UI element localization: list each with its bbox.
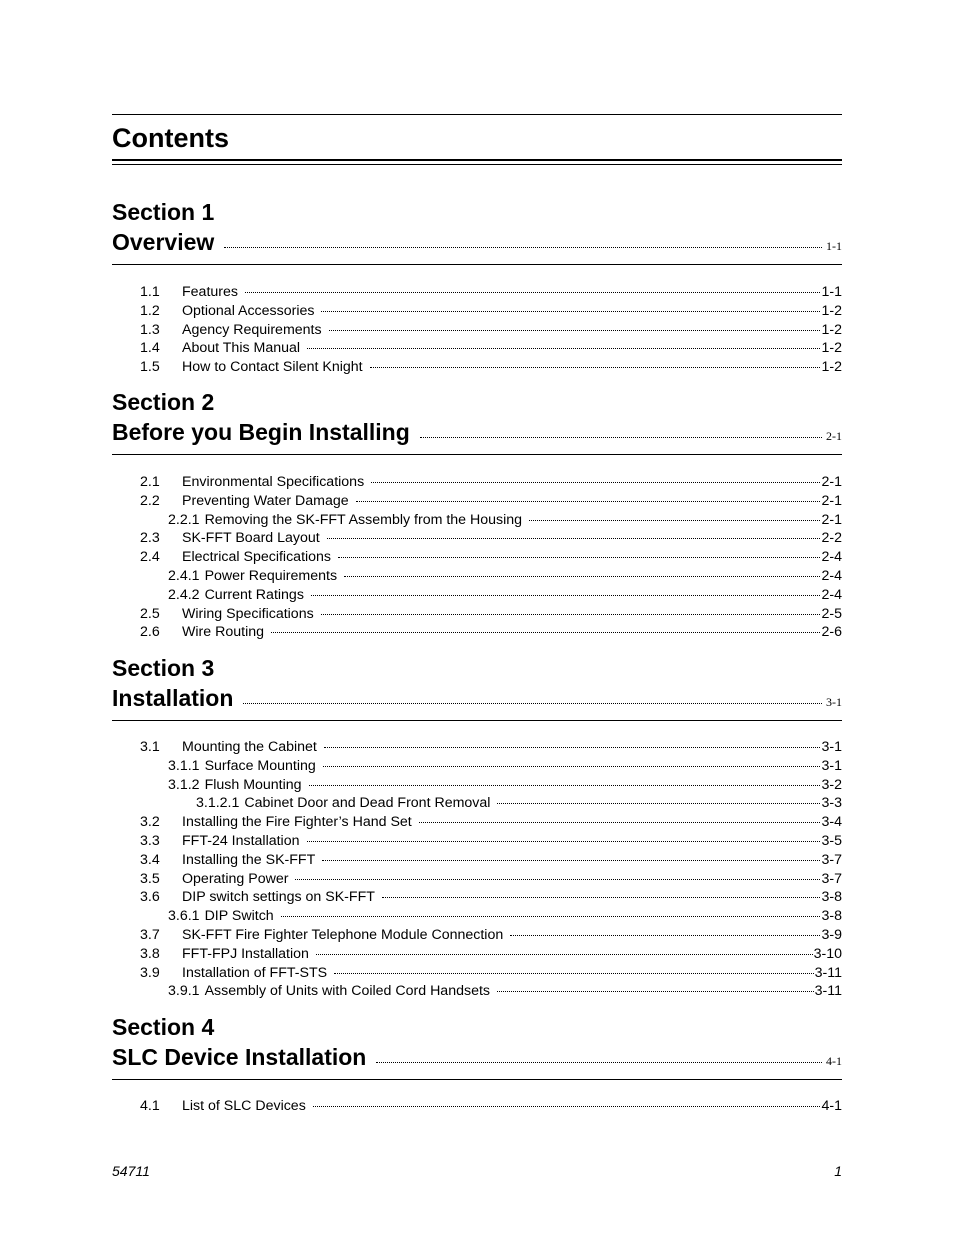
- top-rule: [112, 114, 842, 115]
- section-rule: [112, 264, 842, 265]
- entry-title: FFT-FPJ Installation: [182, 945, 309, 962]
- entry-number: 3.5: [140, 870, 160, 887]
- dot-leader: [307, 348, 820, 349]
- entry-number: 3.1.2: [168, 776, 200, 793]
- dot-leader: [245, 292, 820, 293]
- dot-leader: [510, 935, 820, 936]
- entry-title: Electrical Specifications: [182, 549, 332, 566]
- entry-page: 1-2: [821, 359, 842, 376]
- entry-title: Operating Power: [182, 870, 289, 887]
- entry-title: Features: [182, 284, 238, 300]
- entry-page: 2-6: [821, 624, 842, 641]
- entry-title: About This Manual: [182, 340, 301, 357]
- entry-number: 3.3: [140, 832, 160, 849]
- entry-page: 3-1: [821, 739, 842, 755]
- dot-leader: [321, 614, 821, 615]
- entry-page: 2-4: [821, 567, 842, 584]
- toc-entry[interactable]: [140, 473, 842, 492]
- entry-title: Installation of FFT-STS: [182, 964, 328, 981]
- toc-entry[interactable]: [140, 529, 842, 548]
- toc-entry[interactable]: [140, 870, 842, 889]
- entry-title: Power Requirements: [204, 567, 338, 584]
- dot-leader: [327, 538, 821, 539]
- section-number: Section 2: [112, 389, 215, 415]
- entry-title: SK-FFT Fire Fighter Telephone Module Connection: [182, 926, 504, 943]
- section-rule: [112, 454, 842, 455]
- dot-leader: [419, 822, 821, 823]
- dot-leader: [382, 897, 821, 898]
- page-title: Contents: [112, 123, 229, 153]
- entry-page: 2-1: [821, 511, 842, 528]
- entry-title: Assembly of Units with Coiled Cord Handsets: [204, 983, 491, 1000]
- dot-leader: [334, 973, 814, 974]
- dot-leader: [497, 803, 820, 804]
- entry-title: FFT-24 Installation: [182, 832, 300, 849]
- toc-entry[interactable]: [140, 888, 842, 907]
- toc-entry[interactable]: [140, 926, 842, 945]
- entry-title: Current Ratings: [204, 586, 304, 603]
- section-rule: [112, 720, 842, 721]
- entry-page: 2-5: [821, 605, 842, 622]
- entry-number: 3.1: [140, 739, 160, 755]
- toc-entry[interactable]: [140, 586, 842, 605]
- toc-entry[interactable]: [140, 492, 842, 511]
- dot-leader: [309, 785, 821, 786]
- toc-entry[interactable]: [140, 757, 842, 776]
- toc-entry[interactable]: [140, 339, 842, 358]
- entry-number: 3.6.1: [168, 908, 200, 925]
- dot-leader: [307, 841, 821, 842]
- dot-leader: [322, 860, 820, 861]
- entry-page: 3-2: [821, 776, 842, 793]
- toc-entry[interactable]: [140, 302, 842, 321]
- entry-page: 2-4: [821, 549, 842, 566]
- dot-leader: [420, 437, 822, 438]
- entry-title: Environmental Specifications: [182, 474, 365, 490]
- section-page: 1-1: [826, 239, 842, 253]
- entry-number: 1.4: [140, 340, 160, 357]
- dot-leader: [356, 501, 821, 502]
- entry-page: 3-10: [813, 945, 842, 962]
- entry-number: 1.3: [140, 321, 160, 338]
- section-4-heading[interactable]: [112, 1013, 842, 1080]
- toc-entry[interactable]: [140, 982, 842, 1001]
- entry-page: 3-4: [821, 814, 842, 831]
- title-double-rule: [112, 159, 842, 165]
- entry-page: 2-1: [821, 474, 842, 490]
- section-2-entries: [140, 473, 842, 642]
- section-rule: [112, 1079, 842, 1080]
- entry-number: 3.1.2.1: [196, 795, 240, 812]
- dot-leader: [324, 747, 821, 748]
- entry-page: 1-2: [821, 321, 842, 338]
- entry-title: DIP Switch: [204, 908, 274, 925]
- entry-page: 3-7: [821, 870, 842, 887]
- entry-title: Agency Requirements: [182, 321, 322, 338]
- toc-entry[interactable]: [140, 945, 842, 964]
- dot-leader: [371, 482, 820, 483]
- toc-entry[interactable]: [140, 794, 842, 813]
- entry-title: Mounting the Cabinet: [182, 739, 317, 755]
- dot-leader: [311, 595, 821, 596]
- entry-number: 2.1: [140, 474, 160, 490]
- dot-leader: [323, 766, 821, 767]
- entry-page: 1-1: [821, 284, 842, 300]
- dot-leader: [338, 557, 820, 558]
- dot-leader: [344, 576, 820, 577]
- entry-number: 2.4.2: [168, 586, 200, 603]
- dot-leader: [271, 632, 820, 633]
- entry-number: 2.4: [140, 549, 160, 566]
- dot-leader: [529, 520, 820, 521]
- entry-page: 3-5: [821, 832, 842, 849]
- document-number: 54711: [112, 1163, 150, 1179]
- entry-number: 4.1: [140, 1098, 160, 1114]
- entry-page: 3-7: [821, 851, 842, 868]
- entry-page: 3-9: [821, 926, 842, 943]
- toc-entry[interactable]: [140, 907, 842, 926]
- entry-number: 2.5: [140, 605, 160, 622]
- section-number: Section 1: [112, 199, 215, 225]
- entry-title: Removing the SK-FFT Assembly from the Housing: [204, 511, 523, 528]
- entry-number: 2.2.1: [168, 511, 200, 528]
- toc-entry[interactable]: [140, 832, 842, 851]
- entry-number: 2.3: [140, 530, 160, 547]
- dot-leader: [224, 247, 822, 248]
- toc-entry[interactable]: [140, 964, 842, 983]
- entry-page: 1-2: [821, 340, 842, 357]
- entry-number: 3.1.1: [168, 757, 200, 774]
- entry-number: 3.6: [140, 889, 160, 906]
- toc-entry[interactable]: [140, 623, 842, 642]
- entry-number: 3.9: [140, 964, 160, 981]
- entry-number: 2.2: [140, 492, 160, 509]
- dot-leader: [321, 311, 820, 312]
- entry-page: 2-2: [821, 530, 842, 547]
- toc-entry[interactable]: [140, 605, 842, 624]
- page-footer: [112, 1163, 842, 1179]
- entry-page: 3-1: [821, 757, 842, 774]
- toc-entry[interactable]: [140, 813, 842, 832]
- section-number: Section 4: [112, 1014, 215, 1040]
- entry-number: 3.2: [140, 814, 160, 831]
- dot-leader: [281, 916, 821, 917]
- entry-title: Flush Mounting: [204, 776, 302, 793]
- toc-entry[interactable]: [140, 738, 842, 757]
- entry-title: Cabinet Door and Dead Front Removal: [244, 795, 491, 812]
- entry-number: 1.1: [140, 284, 160, 300]
- dot-leader: [295, 879, 820, 880]
- section-2-heading[interactable]: [112, 388, 842, 455]
- section-title: SLC Device Installation: [112, 1044, 367, 1070]
- entry-page: 3-11: [814, 983, 842, 1000]
- toc-entry[interactable]: [140, 321, 842, 340]
- entry-title: DIP switch settings on SK-FFT: [182, 889, 375, 906]
- entry-page: 3-11: [814, 964, 842, 981]
- section-page: 4-1: [826, 1054, 842, 1068]
- entry-title: List of SLC Devices: [182, 1098, 306, 1114]
- page-number: 1: [834, 1163, 842, 1179]
- entry-number: 1.5: [140, 359, 160, 376]
- entry-title: Optional Accessories: [182, 302, 315, 319]
- entry-page: 3-8: [821, 908, 842, 925]
- entry-number: 2.6: [140, 624, 160, 641]
- entry-page: 3-3: [821, 795, 842, 812]
- entry-page: 3-8: [821, 889, 842, 906]
- entry-title: Installing the SK-FFT: [182, 851, 316, 868]
- dot-leader: [243, 703, 822, 704]
- section-1-heading[interactable]: [112, 198, 842, 265]
- toc-entry[interactable]: [140, 776, 842, 795]
- section-page: 2-1: [826, 429, 842, 443]
- entry-title: Wiring Specifications: [182, 605, 314, 622]
- toc-entry[interactable]: [140, 567, 842, 586]
- entry-title: How to Contact Silent Knight: [182, 359, 363, 376]
- section-title: Installation: [112, 685, 234, 711]
- section-1-entries: [140, 283, 842, 377]
- dot-leader: [313, 1106, 821, 1107]
- entry-title: SK-FFT Board Layout: [182, 530, 320, 547]
- section-3-entries: [140, 738, 842, 1001]
- entry-page: 2-1: [821, 492, 842, 509]
- toc-entry[interactable]: [140, 283, 842, 302]
- entry-number: 2.4.1: [168, 567, 200, 584]
- entry-number: 3.4: [140, 851, 160, 868]
- entry-title: Wire Routing: [182, 624, 265, 641]
- dot-leader: [329, 330, 821, 331]
- section-title: Before you Begin Installing: [112, 419, 410, 445]
- section-page: 3-1: [826, 695, 842, 709]
- entry-page: 2-4: [821, 586, 842, 603]
- entry-number: 3.7: [140, 926, 160, 943]
- dot-leader: [376, 1062, 822, 1063]
- entry-number: 3.9.1: [168, 983, 200, 1000]
- entry-page: 1-2: [821, 302, 842, 319]
- toc-entry[interactable]: [140, 358, 842, 377]
- entry-page: 4-1: [821, 1098, 842, 1114]
- toc-entry[interactable]: [140, 851, 842, 870]
- section-number: Section 3: [112, 655, 215, 681]
- section-3-heading[interactable]: [112, 654, 842, 721]
- entry-title: Preventing Water Damage: [182, 492, 349, 509]
- entry-title: Installing the Fire Fighter’s Hand Set: [182, 814, 412, 831]
- dot-leader: [316, 954, 813, 955]
- entry-title: Surface Mounting: [204, 757, 316, 774]
- toc-entry[interactable]: [140, 511, 842, 530]
- dot-leader: [497, 991, 814, 992]
- section-title: Overview: [112, 229, 215, 255]
- toc-entry[interactable]: [140, 548, 842, 567]
- section-4-entries: [140, 1097, 842, 1116]
- toc-entry[interactable]: [140, 1097, 842, 1116]
- dot-leader: [370, 367, 821, 368]
- entry-number: 3.8: [140, 945, 160, 962]
- entry-number: 1.2: [140, 302, 160, 319]
